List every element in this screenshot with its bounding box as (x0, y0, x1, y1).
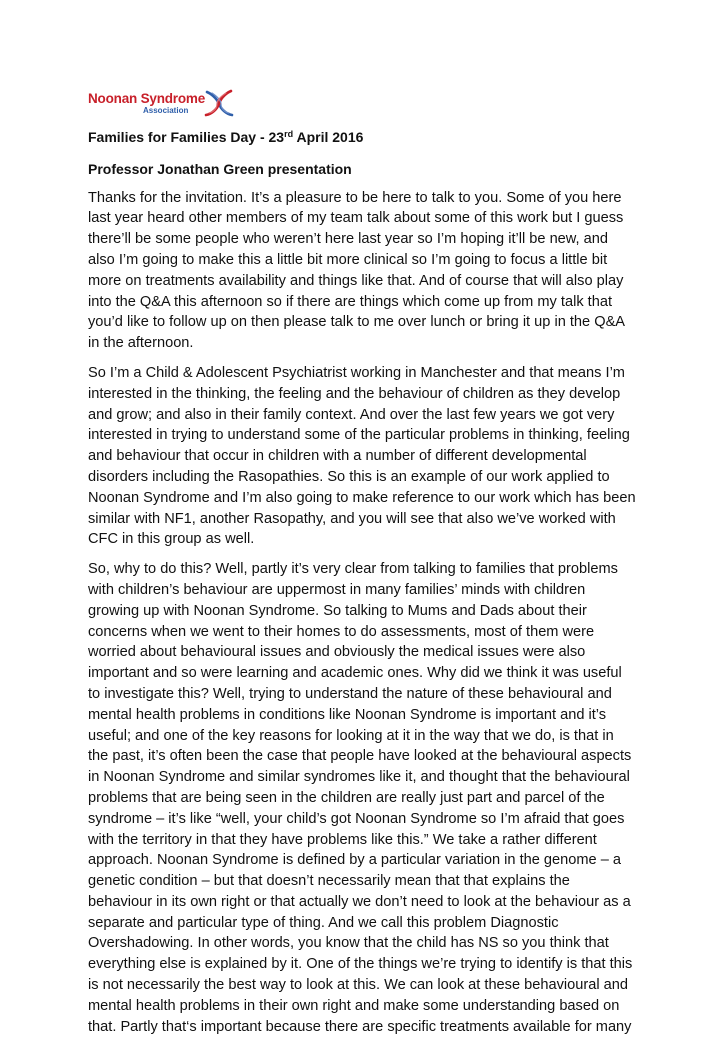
text-line: mental health problems in their own right and make some understanding based on (88, 997, 620, 1014)
text-line: and behaviour that occur in children with a number of different developmental (88, 448, 587, 465)
logo-wordmark (88, 91, 206, 117)
text-line: interested in the thinking, the feeling and the behaviour of children as they develop (88, 385, 621, 402)
text-line: concerns when we went to their homes to do assessments, most of them were (88, 623, 595, 640)
text-line: the past, it’s often been the case that people have looked at the behavioural aspects (88, 748, 632, 765)
text-line: last year heard other members of my team talk about some of this work but I guess (88, 210, 624, 227)
text-line: So I’m a Child & Adolescent Psychiatrist working in Manchester and that means I’m (88, 364, 625, 381)
text-line: So, why to do this? Well, partly it’s very clear from talking to families that problems (88, 561, 618, 578)
text-line: disorders including the Rasopathies. So this is an example of our work applied to (88, 468, 610, 485)
text-line: in Noonan Syndrome and similar syndromes like it, and thought that the behavioural (88, 769, 630, 786)
text-line: more on treatments availability and things like that. And of course that will also play (88, 272, 624, 289)
text-line: you’d like to follow up on then please talk to me over lunch or bring it up in the Q&A (88, 314, 626, 331)
paragraphs (88, 188, 636, 1038)
text-line: and grow; and also in their family context. And over the last few years we got very (88, 406, 615, 423)
title-superscript: rd (284, 129, 294, 139)
text-line: growing up with Noonan Syndrome. So talking to Mums and Dads about their (88, 602, 587, 619)
text-line: Overshadowing. In other words, you know that the child has NS so you think that (88, 935, 609, 952)
text-line: is not necessarily the best way to look at this. We can look at these behavioural and (88, 977, 629, 994)
paragraph-1 (88, 188, 636, 354)
text-line: also I’m going to make this a little bit more clinical so I’m going to focus a little bit (88, 251, 608, 268)
text-line: Noonan Syndrome and I’m also going to make reference to our work which has been (88, 489, 636, 506)
text-line: useful; and one of the key reasons for looking at it in the way that we do, is that in (88, 727, 614, 744)
document-title (88, 127, 636, 148)
text-line: behaviour in its own right or that actually we don’t need to look at the behaviour as a (88, 893, 631, 910)
text-line: similar with NF1, another Rasopathy, and you will see that also we’ve worked with (88, 510, 616, 527)
text-line: into the Q&A this afternoon so if there are things which come up from my talk that (88, 293, 613, 310)
text-line: mental health problems in conditions like Noonan Syndrome is important and it’s (88, 706, 607, 723)
noonan-syndrome-association-logo (88, 91, 234, 117)
title-date-suffix: April 2016 (293, 129, 364, 145)
text-line: everything else is explained by it. One of the things we’re trying to identify is that this (88, 956, 633, 973)
text-line: approach. Noonan Syndrome is defined by a particular variation in the genome – a (88, 852, 621, 869)
text-line: worried about behavioural issues and obviously the medical issues were also (88, 644, 586, 661)
logo-swirl-icon (204, 89, 234, 117)
document-body (88, 127, 636, 1046)
text-line: interested in trying to understand some of the particular problems in thinking, feeling (88, 427, 630, 444)
logo-subtitle: Association (143, 106, 189, 115)
text-line: with children’s behaviour are uppermost in many families’ minds with children (88, 581, 586, 598)
text-line: genetic condition – but that doesn’t necessarily mean that that explains the (88, 873, 570, 890)
text-line: important and so were learning and academic ones. Why did we think it was useful (88, 665, 622, 682)
title-text: Families for Families Day - 23 (88, 129, 285, 145)
text-line: that. Partly that‘s important because there are specific treatments available for many (88, 1018, 632, 1035)
text-line: CFC in this group as well. (88, 531, 255, 548)
logo-title: Noonan Syndrome (88, 91, 206, 106)
text-line: there’ll be some people who weren’t here last year so I’m hoping it’ll be new, and (88, 231, 608, 248)
text-line: to investigate this? Well, trying to understand the nature of these behavioural and (88, 685, 612, 702)
text-line: separate and particular type of thing. And we call this problem Diagnostic (88, 914, 559, 931)
text-line: problems that are being seen in the children are really just part and parcel of the (88, 789, 605, 806)
text-line: Thanks for the invitation. It’s a pleasure to be here to talk to you. Some of you here (88, 189, 622, 206)
paragraph-2 (88, 363, 636, 550)
text-line: syndrome – it’s like “well, your child’s got Noonan Syndrome so I’m afraid that goes (88, 810, 625, 827)
text-line: in the afternoon. (88, 335, 194, 352)
paragraph-3 (88, 559, 636, 1037)
presentation-subtitle: Professor Jonathan Green presentation (88, 160, 352, 177)
text-line: with the territory in that they have problems like this.” We take a rather different (88, 831, 597, 848)
